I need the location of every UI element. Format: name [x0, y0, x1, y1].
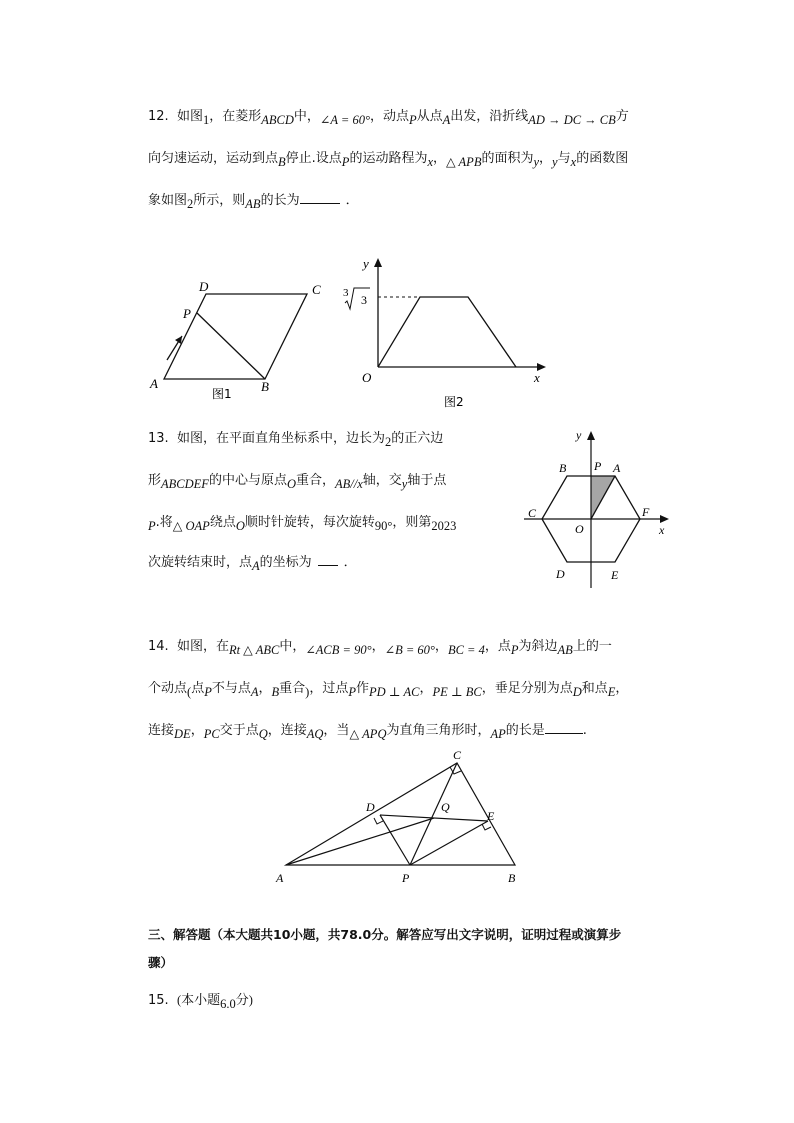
q14-line-2: 个动点(点P不与点A，B重合)，过点P作PD ⊥ AC，PE ⊥ BC，垂足分别为点D和点E， — [148, 681, 629, 699]
q12-line-1: 12. 如图1，在菱形ABCD中，∠A = 60°，动点P从点A出发，沿折线AD → DC → CB方 — [148, 109, 629, 127]
label-p: P — [183, 306, 191, 321]
label-o: O — [362, 370, 372, 385]
label-x: x — [659, 523, 665, 537]
answer-blank — [318, 565, 338, 566]
q13-hexagon-figure — [518, 426, 678, 596]
q12-figure-2 — [336, 254, 556, 414]
label-y: y — [363, 256, 369, 271]
q14-line-3: 连接DE，PC交于点Q，连接AQ，当△ APQ为直角三角形时，AP的长是 . — [148, 723, 587, 741]
section-3-heading-line-1: 三、解答题（本大题共10小题，共78.0分。解答应写出文字说明，证明过程或演算步 — [148, 927, 622, 942]
section-3-heading-line-2: 骤） — [148, 955, 174, 970]
label-b: B — [559, 461, 567, 475]
label-d: D — [556, 567, 565, 581]
q12-line-3: 象如图2所示，则AB的长为 ． — [148, 193, 359, 211]
caption-fig-1: 图1 — [212, 387, 232, 401]
label-a: A — [276, 871, 284, 885]
segment-aq — [286, 818, 434, 865]
label-d: D — [199, 279, 209, 294]
y-axis-arrow — [587, 431, 595, 440]
x-axis-arrow — [660, 515, 669, 523]
label-x: x — [534, 370, 540, 385]
q13-line-2: 形ABCDEF的中心与原点O重合，AB//x轴，交y轴于点 — [148, 473, 447, 491]
ytick-coefficient: 3 — [343, 287, 349, 299]
y-axis-arrow — [374, 258, 382, 267]
right-angle-mark-e — [482, 824, 491, 830]
answer-blank — [300, 203, 340, 204]
q13-line-1: 13. 如图，在平面直角坐标系中，边长为2的正六边 — [148, 431, 444, 449]
label-b: B — [508, 871, 516, 885]
label-o: O — [575, 522, 584, 536]
label-e: E — [487, 809, 495, 823]
label-q: Q — [441, 800, 450, 814]
label-p: P — [594, 459, 602, 473]
label-c: C — [453, 748, 462, 762]
q13-line-3: P.将△ OAP绕点O顺时针旋转，每次旋转90°，则第2023 — [148, 515, 457, 533]
segment-pb — [197, 313, 265, 379]
label-c: C — [528, 506, 537, 520]
q13-line-4: 次旋转结束时，点A的坐标为 ． — [148, 555, 357, 573]
label-b: B — [261, 379, 269, 394]
ytick-radicand: 3 — [361, 293, 367, 307]
label-c: C — [312, 282, 321, 297]
q15-heading: 15. (本小题6.0分) — [148, 993, 253, 1011]
q12-figure-1 — [140, 276, 340, 406]
label-e: E — [611, 568, 619, 582]
label-a: A — [613, 461, 621, 475]
label-f: F — [642, 505, 650, 519]
caption-fig-2: 图2 — [444, 395, 464, 409]
segment-pe — [410, 821, 488, 865]
label-p: P — [402, 871, 410, 885]
label-y: y — [576, 428, 582, 442]
q14-line-1: 14. 如图，在Rt △ ABC中，∠ACB = 90°，∠B = 60°，BC = 4，点P为斜边AB上的一 — [148, 639, 612, 657]
function-graph — [378, 297, 516, 367]
q12-line-2: 向匀速运动，运动到点B停止.设点P的运动路程为x，△ APB的面积为y，y与x的函数图 — [148, 151, 629, 169]
answer-blank — [545, 733, 583, 734]
label-d: D — [366, 800, 375, 814]
q14-triangle-figure — [270, 750, 530, 890]
segment-pd — [380, 815, 410, 865]
segment-pc — [410, 763, 457, 865]
label-a: A — [150, 376, 158, 391]
